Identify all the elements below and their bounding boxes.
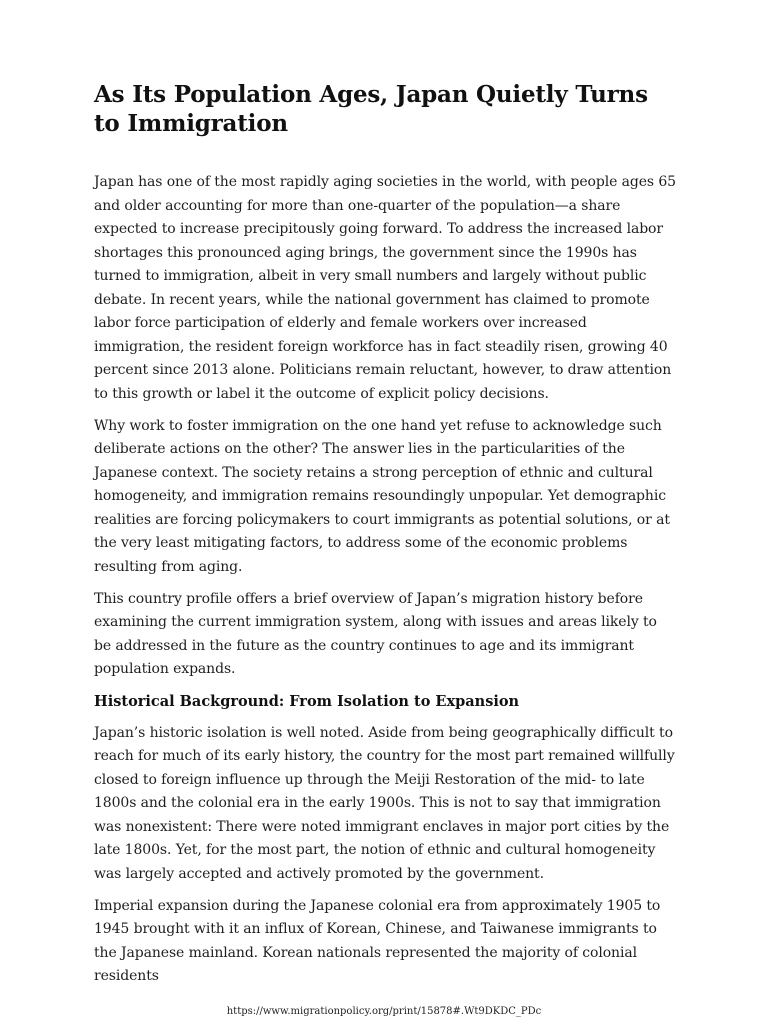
intro-paragraph-3: This country profile offers a brief overview of Japan’s migration history before examining the current immigration system, along with issues and areas likely to be addressed in the future as the country continues to age and its immigrant population expands.	[94, 590, 657, 677]
section-heading: Historical Background: From Isolation to Expansion	[94, 693, 520, 710]
section-paragraph-1: Japan’s historic isolation is well noted. Aside from being geographically difficult to reach for much of its early history, the country for the most part remained willfully closed to foreign influence up through the Meiji Restoration of the mid- to late 1800s and the colonial era in the early 1900s. This is not to say that immigration was nonexistent: There were noted immigrant enclaves in major port cities by the late 1800s. Yet, for the most part, the notion of ethnic and cultural homogeneity was largely accepted and actively promoted by the government.	[94, 724, 675, 882]
intro-paragraph-2: Why work to foster immigration on the one hand yet refuse to acknowledge such deliberate actions on the other? The answer lies in the particularities of the Japanese context. The society retains a strong perception of ethnic and cultural homogeneity, and immigration remains resoundingly unpopular. Yet demographic realities are forcing policymakers to court immigrants as potential solutions, or at the very least mitigating factors, to address some of the economic problems resulting from aging.	[94, 417, 670, 575]
section-paragraph-2: Imperial expansion during the Japanese colonial era from approximately 1905 to 1945 brought with it an influx of Korean, Chinese, and Taiwanese immigrants to the Japanese mainland. Korean nationals represented the majority of colonial residents	[94, 897, 661, 984]
intro-paragraph-1: Japan has one of the most rapidly aging societies in the world, with people ages 65 and older accounting for more than one-quarter of the population—a share expected to increase precipitously going forward. To address the increased labor shortages this pronounced aging brings, the government since the 1990s has turned to immigration, albeit in very small numbers and largely without public debate. In recent years, while the national government has claimed to promote labor force participation of elderly and female workers over increased immigration, the resident foreign workforce has in fact steadily risen, growing 40 percent since 2013 alone. Politicians remain reluctant, however, to draw attention to this growth or label it the outcome of explicit policy decisions.	[94, 174, 676, 402]
article-page	[94, 80, 676, 997]
article-title: As Its Population Ages, Japan Quietly Turns to Immigration	[94, 81, 648, 137]
footer-url: https://www.migrationpolicy.org/print/15878#.Wt9DKDC_PDc	[226, 1006, 542, 1017]
